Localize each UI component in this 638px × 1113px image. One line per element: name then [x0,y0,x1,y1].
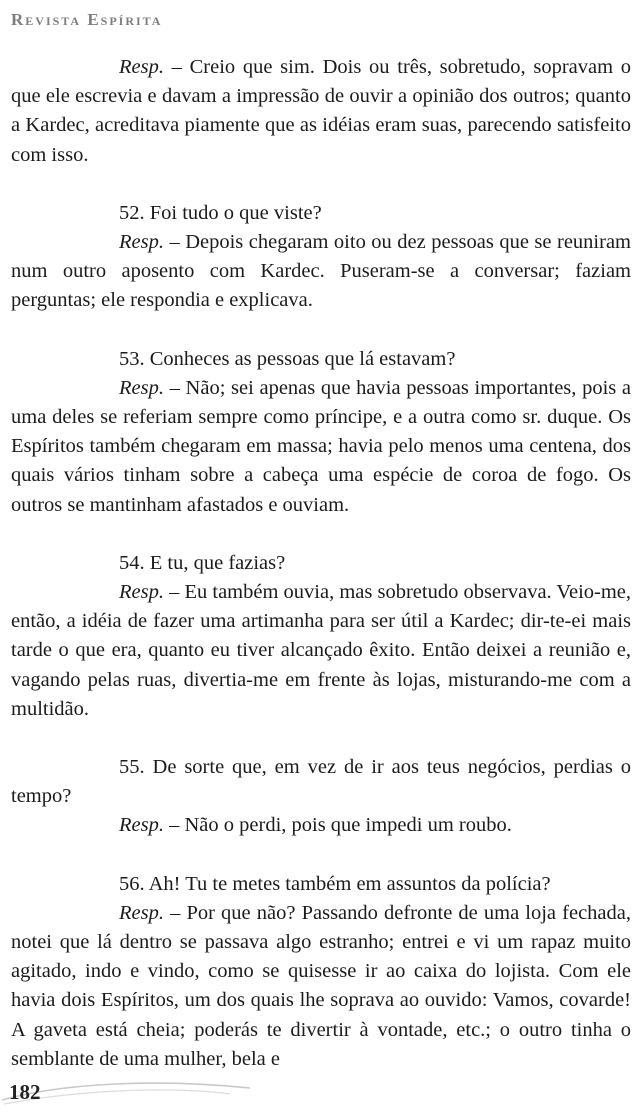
answer-text: – Depois chegaram oito ou dez pessoas que se reuniram num outro aposento com Kardec. Puseram-se a conversar; faziam perguntas; ele respondia e explicava. [11,231,631,312]
resp-label: Resp. [119,56,164,78]
question-paragraph: 56. Ah! Tu te metes também em assuntos da polícia? [119,872,551,895]
question-paragraph: 53. Conheces as pessoas que lá estavam? [119,347,456,370]
resp-label: Resp. [119,814,164,837]
resp-label: Resp. [119,231,164,254]
question-paragraph: 55. De sorte que, em vez de ir aos teus negócios, perdias o tempo? [11,756,631,808]
answer-paragraph [11,228,631,316]
resp-label: Resp. [119,901,164,924]
answer-paragraph [11,374,631,520]
answer-text: – Creio que sim. Dois ou três, sobretudo, sopravam o que ele escrevia e davam a impressão de ouvir a opinião dos outros; quanto a Kardec, acreditava piamente que as idéias eram suas, parecendo satisfeito com isso. [11,56,631,166]
running-header: Revista Espírita [11,10,163,29]
answer-text: – Não; sei apenas que havia pessoas importantes, pois a uma deles se referiam sempre como príncipe, e a outra como sr. duque. Os Espíritos também chegaram em massa; havia pelo menos uma centena, dos quais vários tinham sobre a cabeça uma espécie de coroa de fogo. Os outros se mantinham afastados e ouviam. [11,376,631,516]
answer-paragraph [11,53,631,170]
resp-label: Resp. [119,581,164,604]
answer-text: – Eu também ouvia, mas sobretudo observava. Veio-me, então, a idéia de fazer uma artimanha para ser útil a Kardec; dir-te-ei mais tarde o que era, quanto eu tiver alcançado êxito. Então deixei a reunião e, vagando pelas ruas, divertia-me em frente às lojas, misturando-me com a multidão. [11,581,632,720]
resp-label: Resp. [119,376,164,399]
answer-text: – Por que não? Passando defronte de uma loja fechada, notei que lá dentro se passava algo estranho; entrei e vi um rapaz muito agitado, indo e vindo, como se quisesse ir ao caixa do lojista. Com ele havia dois Espíritos, um dos quais lhe soprava ao ouvido: Vamos, covarde! A gaveta está cheia; poderás te divertir à vontade, etc.; o outro tinha o semblante de uma mulher, bela e [11,901,631,1070]
answer-text: – Não o perdi, pois que impedi um roubo. [163,814,512,837]
answer-paragraph [11,811,631,840]
answer-paragraph [11,578,631,724]
question-paragraph: 54. E tu, que fazias? [119,551,286,574]
answer-paragraph [11,899,631,1074]
page-number: 182 [9,1080,41,1104]
page-body [11,53,631,1074]
question-paragraph: 52. Foi tudo o que viste? [119,201,322,224]
